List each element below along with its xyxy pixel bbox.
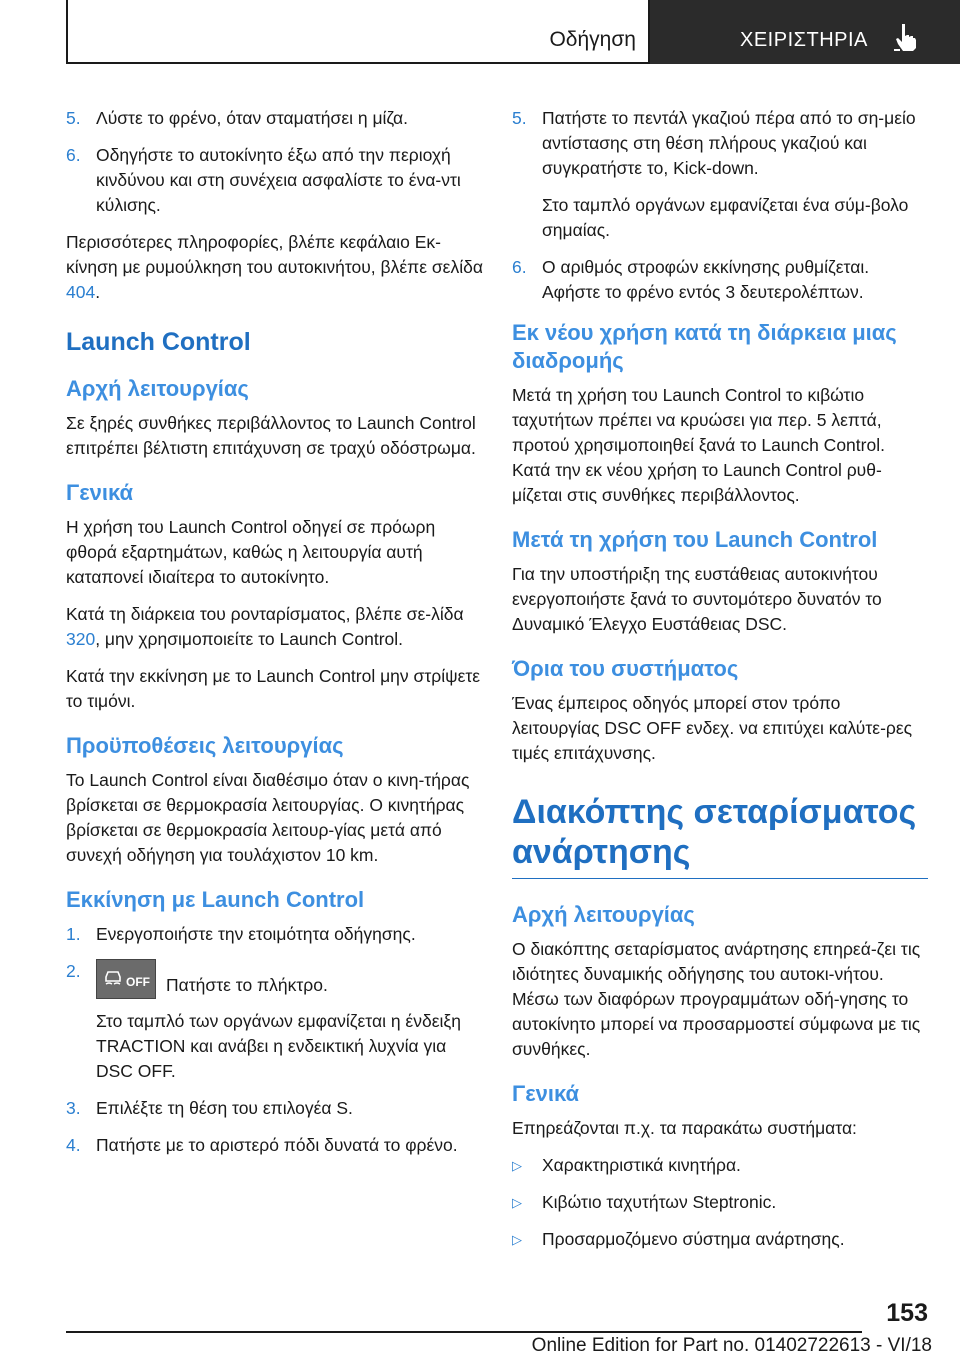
- list-item: [512, 255, 928, 305]
- header-left-rule: [66, 0, 68, 64]
- step-text: Ενεργοποιήστε την ετοιμότητα οδήγησης.: [96, 924, 416, 944]
- heading-principle-2: Αρχή λειτουργίας: [512, 902, 695, 927]
- traction-car-icon: [103, 967, 123, 987]
- bullet-text: Χαρακτηριστικά κινητήρα.: [542, 1155, 741, 1175]
- heading-general-2: Γενικά: [512, 1081, 580, 1106]
- paragraph-after-use: Για την υποστήριξη της ευστάθειας αυτοκινήτου ενεργοποιήστε ξανά το συντομότερο δυνατόν το Δυναμικό Έλεγχο Ευστάθειας DSC.: [512, 564, 882, 634]
- paragraph-general-1: Η χρήση του Launch Control οδηγεί σε πρόωρη φθορά εξαρτημάτων, καθώς η λειτουργία αυτή καταπονεί ιδιαίτερα το αυτοκίνητο.: [66, 517, 436, 587]
- left-column: [66, 106, 486, 1170]
- list-item: [512, 1153, 928, 1178]
- step-text: Ο αριθμός στροφών εκκίνησης ρυθμίζεται. Αφήστε το φρένο εντός 3 δευτερολέπτων.: [542, 257, 870, 302]
- paragraph-general-2: Κατά τη διάρκεια του ρονταρίσματος, βλέπε σε-λίδα 320, μην χρησιμοποιείτε το Launch Control.: [66, 604, 464, 649]
- heading-system-limits: Όρια του συστήματος: [512, 656, 739, 681]
- paragraph-general-3: Κατά την εκκίνηση με το Launch Control μην στρίψετε το τιμόνι.: [66, 666, 481, 711]
- list-item: [66, 922, 486, 947]
- paragraph-principle: Σε ξηρές συνθήκες περιβάλλοντος το Launch Control επιτρέπει βέλτιστη επιτάχυνση σε τραχύ οδόστρωμα.: [66, 413, 476, 458]
- step-number: 5.: [512, 108, 527, 128]
- step-text: Πατήστε το πεντάλ γκαζιού πέρα από το ση-μείο αντίστασης στη θέση πλήρους γκαζιού και συγκρατήστε το, Kick-down.: [542, 108, 916, 178]
- hand-pointer-icon: [893, 22, 919, 52]
- list-item: [66, 143, 486, 218]
- list-item: [66, 1096, 486, 1121]
- heading-start: Εκκίνηση με Launch Control: [66, 887, 365, 912]
- heading-after-use: Μετά τη χρήση του Launch Control: [512, 527, 878, 552]
- step-text: Πατήστε με το αριστερό πόδι δυνατά το φρένο.: [96, 1135, 458, 1155]
- step-text: Πατήστε το πλήκτρο.: [166, 975, 328, 995]
- triangle-bullet-icon: ▷: [512, 1232, 522, 1247]
- list-item: [512, 106, 928, 181]
- step-number: 5.: [66, 108, 81, 128]
- page-header: [0, 0, 960, 64]
- right-column: [512, 106, 928, 1264]
- page-link-404[interactable]: 404: [66, 282, 96, 302]
- heading-reuse: Εκ νέου χρήση κατά τη διάρκεια μιας διαδρομής: [512, 320, 897, 373]
- heading-principle: Αρχή λειτουργίας: [66, 376, 249, 401]
- list-item: [66, 959, 486, 999]
- step-number: 4.: [66, 1135, 81, 1155]
- step-number: 3.: [66, 1098, 81, 1118]
- triangle-bullet-icon: ▷: [512, 1195, 522, 1210]
- list-item: [512, 1190, 928, 1215]
- paragraph-general-2b: Επηρεάζονται π.χ. τα παρακάτω συστήματα:: [512, 1118, 857, 1138]
- dsc-off-button-image: [96, 959, 156, 999]
- section-title: Οδήγηση: [549, 28, 636, 51]
- heading-driving-dynamics-switch: Διακόπτης σεταρίσματος ανάρτησης: [512, 792, 928, 879]
- footer-rule: [66, 1331, 862, 1333]
- page-number: 153: [886, 1299, 928, 1327]
- paragraph-system-limits: Ένας έμπειρος οδηγός μπορεί στον τρόπο λειτουργίας DSC OFF ενδεχ. να επιτύχει καλύτε-ρες τιμές επιτάχυνσης.: [512, 693, 913, 763]
- bullet-text: Κιβώτιο ταχυτήτων Steptronic.: [542, 1192, 777, 1212]
- bullet-text: Προσαρμοζόμενο σύστημα ανάρτησης.: [542, 1229, 845, 1249]
- paragraph-prerequisites: Το Launch Control είναι διαθέσιμο όταν ο κινη-τήρας βρίσκεται σε θερμοκρασία λειτουργίας. Ο κινητήρας βρίσκεται σε θερμοκρασία λειτουρ-γίας μετά από συνεχή οδήγηση για τουλάχιστον 10 km.: [66, 770, 470, 865]
- list-item: [66, 1133, 486, 1158]
- off-label: OFF: [126, 975, 150, 989]
- heading-launch-control: Launch Control: [66, 328, 251, 356]
- header-bottom-rule: [66, 62, 650, 64]
- info-paragraph: Περισσότερες πληροφορίες, βλέπε κεφάλαιο Εκ-κίνηση με ρυμούλκηση του αυτοκινήτου, βλέπε σελίδα 404.: [66, 232, 483, 302]
- heading-general: Γενικά: [66, 480, 134, 505]
- step-text: Επιλέξτε τη θέση του επιλογέα S.: [96, 1098, 353, 1118]
- step-number: 6.: [512, 257, 527, 277]
- step-number: 2.: [66, 961, 81, 981]
- step-note: Στο ταμπλό των οργάνων εμφανίζεται η ένδειξη TRACTION και ανάβει η ενδεικτική λυχνία για DSC OFF.: [96, 1011, 461, 1081]
- step-text: Οδηγήστε το αυτοκίνητο έξω από την περιοχή κινδύνου και στη συνέχεια ασφαλίστε το ένα-ντι κύλισης.: [96, 145, 461, 215]
- edition-note: Online Edition for Part no. 01402722613 - VI/18: [531, 1335, 932, 1356]
- step-number: 6.: [66, 145, 81, 165]
- paragraph-principle-2: Ο διακόπτης σεταρίσματος ανάρτησης επηρεά-ζει τις ιδιότητες δυναμικής οδήγησης του αυτοκι-νήτου. Μέσω των διαφόρων προγραμμάτων οδή-γησης το αυτοκίνητο μπορεί να προσαρμοστεί σύμφωνα με τις συνθήκες.: [512, 939, 921, 1059]
- chapter-tab[interactable]: [650, 0, 960, 64]
- step-number: 1.: [66, 924, 81, 944]
- step-note: Στο ταμπλό οργάνων εμφανίζεται ένα σύμ-βολο σημαίας.: [542, 195, 909, 240]
- page-link-320[interactable]: 320: [66, 629, 96, 649]
- triangle-bullet-icon: ▷: [512, 1158, 522, 1173]
- step-text: Λύστε το φρένο, όταν σταματήσει η μίζα.: [96, 108, 408, 128]
- list-item: [512, 1227, 928, 1252]
- list-item: [66, 106, 486, 131]
- paragraph-reuse: Μετά τη χρήση του Launch Control το κιβώτιο ταχυτήτων πρέπει να κρυώσει για περ. 5 λεπτά, προτού χρησιμοποιηθεί ξανά το Launch Control. Κατά την εκ νέου χρήση το Launch Control ρυθ-μίζεται στις συνθήκες περιβάλλοντος.: [512, 385, 885, 505]
- chapter-tab-label: ΧΕΙΡΙΣΤΗΡΙΑ: [740, 29, 868, 51]
- heading-prerequisites: Προϋποθέσεις λειτουργίας: [66, 733, 344, 758]
